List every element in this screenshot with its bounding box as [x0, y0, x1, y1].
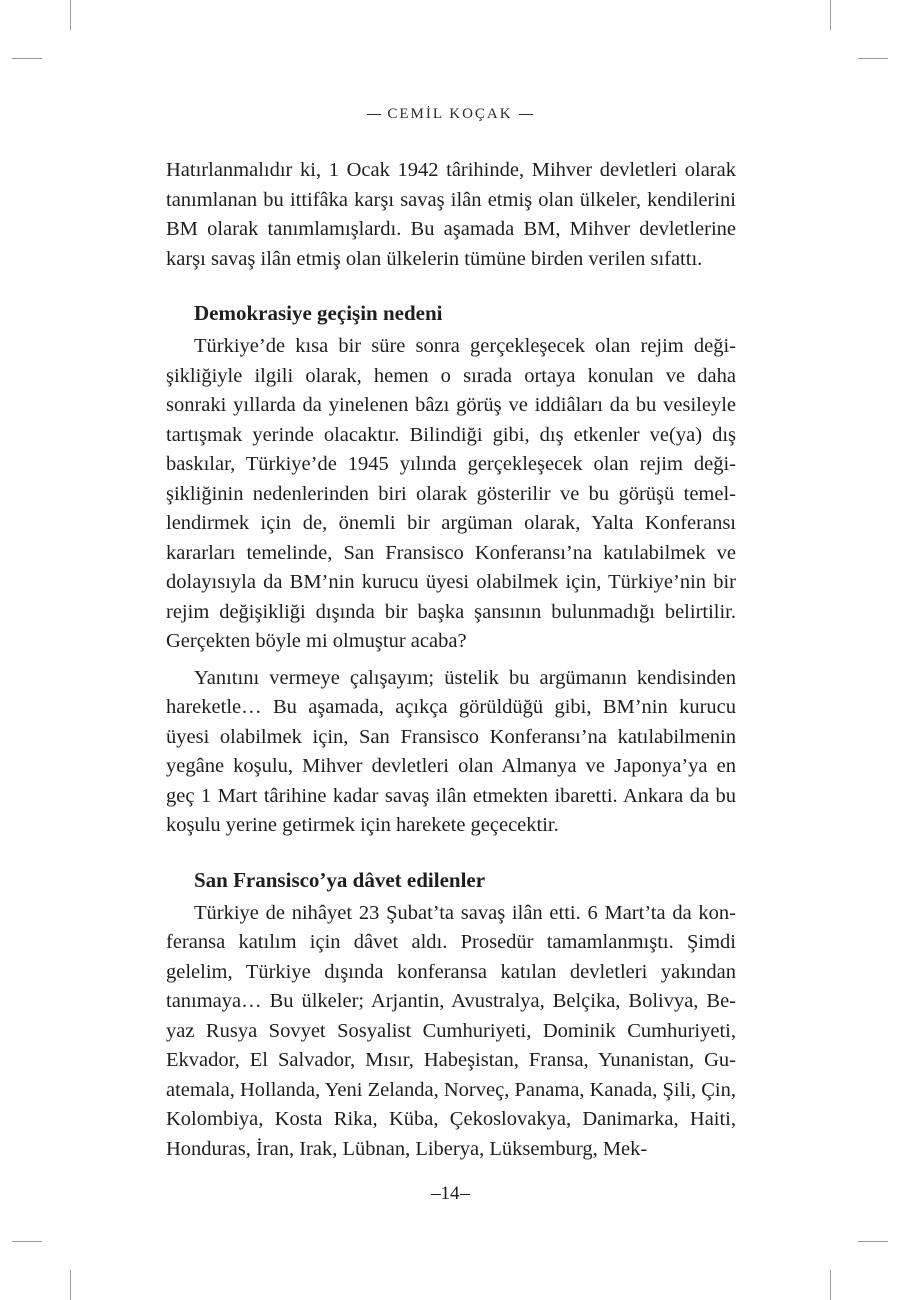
intro-paragraph: Hatırlanmalıdır ki, 1 Ocak 1942 târihinde, Mihver devletleri olarak tanımlanan bu ittifâka karşı savaş ilân etmiş olan ülkeler, kendilerini BM olarak tanımlamışlardı. Bu aşamada BM, Mihver devletlerine karşı savaş ilân etmiş olan ülkelerin tümüne birden verilen sıfattı. [166, 159, 736, 270]
running-head-dash-left [367, 114, 381, 115]
body-paragraph: Yanıtını vermeye çalışayım; üstelik bu argümanın kendisinden hareketle… Bu aşamada, açıkça görüldüğü gibi, BM’nin kurucu üyesi olabilmek için, San Fransisco Konferansı’na katılabilmenin yegâne koşulu, Mihver devletleri olan Almanya ve Japonya’ya en geç 1 Mart târihine kadar savaş ilân etmekten ibaretti. Ankara da bu koşulu yerine getirmek için harekete geçecektir. [166, 666, 736, 836]
running-head [0, 106, 900, 123]
crop-mark-top-right [830, 0, 831, 30]
body-paragraph: Türkiye’de kısa bir süre sonra gerçekleşecek olan rejim değişikliğiyle ilgili olarak, hemen o sırada ortaya konulan ve daha sonraki yıllarda da yinelenen bâzı görüş ve iddiâları da bu vesileyle tartışmak yerinde olacaktır. Bilindiği gibi, dış etkenler ve(ya) dış baskılar, Türkiye’de 1945 yılında gerçekleşecek olan rejim değişikliğinin nedenlerinden biri olarak gösterilir ve bu görüşü temellendirmek için de, önemli bir argüman olarak, Yalta Konferansı kararları temelinde, San Fransisco Konferansı’na katılabilmek ve dolayısıyla da BM’nin kurucu üyesi olabilmek için, Türkiye’nin bir rejim değişikliği dışında bir başka şansının bulunmadığı belirtilir. Gerçekten böyle mi olmuştur acaba? [166, 335, 736, 652]
body-paragraph: Türkiye de nihâyet 23 Şubat’ta savaş ilân etti. 6 Mart’ta da konferansa katılım için dâvet aldı. Prosedür tamamlanmıştı. Şimdi gelelim, Türkiye dışında konferansa katılan devletleri yakından tanımaya… Bu ülkeler; Arjantin, Avustralya, Belçika, Bolivya, Beyaz Rusya Sovyet Sosyalist Cumhuriyeti, Dominik Cumhuriyeti, Ekvador, El Salvador, Mısır, Habeşistan, Fransa, Yunanistan, Guatemala, Hollanda, Yeni Zelanda, Norveç, Panama, Kanada, Şili, Çin, Kolombiya, Kosta Rika, Küba, Çekoslovakya, Danimarka, Haiti, Honduras, İran, Irak, Lübnan, Liberya, Lüksemburg, Mek- [166, 901, 736, 1160]
crop-mark-right-bottom [858, 1241, 888, 1242]
crop-mark-top-left [70, 0, 71, 30]
crop-mark-left-top [12, 58, 42, 59]
running-head-title: CEMİL KOÇAK [387, 106, 513, 122]
crop-mark-left-bottom [12, 1241, 42, 1242]
page-number [0, 1183, 900, 1205]
folio-dash-right [460, 1194, 470, 1195]
section-heading-democracy: Demokrasiye geçişin nedeni [194, 301, 443, 325]
crop-mark-right-top [858, 58, 888, 59]
running-head-dash-right [519, 114, 533, 115]
section-heading-san-francisco: San Fransisco’ya dâvet edilenler [194, 867, 486, 892]
page-body [166, 156, 736, 1164]
page-number-value: 14 [440, 1183, 460, 1204]
crop-mark-bottom-right [830, 1270, 831, 1300]
crop-mark-bottom-left [70, 1270, 71, 1300]
folio-dash-left [431, 1194, 441, 1195]
